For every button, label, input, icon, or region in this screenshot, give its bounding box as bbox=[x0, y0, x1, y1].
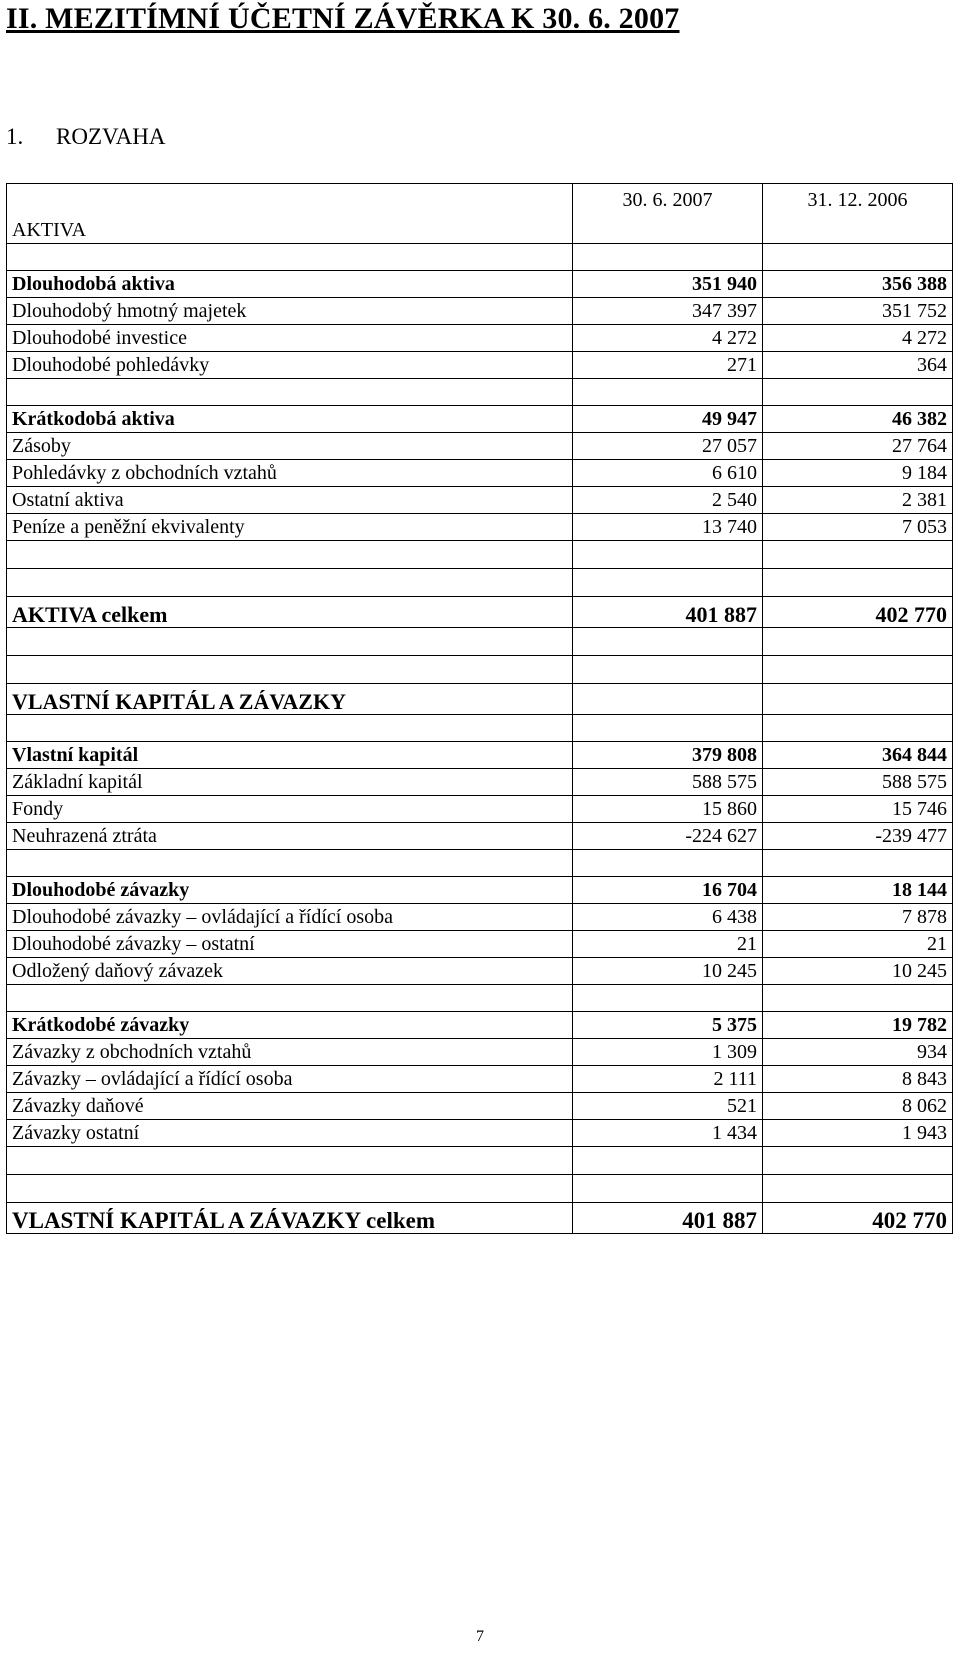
row-label bbox=[7, 1147, 573, 1175]
row-value-prior: 1 943 bbox=[763, 1120, 953, 1147]
table-row bbox=[7, 1203, 953, 1234]
section-title: ROZVAHA bbox=[56, 124, 166, 149]
row-label bbox=[7, 850, 573, 877]
page-number: 7 bbox=[476, 1628, 484, 1645]
row-value-current: 10 245 bbox=[573, 958, 763, 985]
row-value-prior: 10 245 bbox=[763, 958, 953, 985]
table-row bbox=[7, 823, 953, 850]
row-label: Pohledávky z obchodních vztahů bbox=[7, 460, 573, 487]
row-value-prior: 402 770 bbox=[763, 597, 953, 628]
row-label: Peníze a peněžní ekvivalenty bbox=[7, 514, 573, 541]
table-row bbox=[7, 904, 953, 931]
row-value-current: 347 397 bbox=[573, 298, 763, 325]
table-row bbox=[7, 325, 953, 352]
table-row-blank bbox=[7, 244, 953, 271]
table-row bbox=[7, 352, 953, 379]
row-value-current: 15 860 bbox=[573, 796, 763, 823]
row-label: Závazky – ovládající a řídící osoba bbox=[7, 1066, 573, 1093]
table-row bbox=[7, 1012, 953, 1039]
row-value-current: 4 272 bbox=[573, 325, 763, 352]
row-label: VLASTNÍ KAPITÁL A ZÁVAZKY bbox=[7, 684, 573, 715]
table-row-blank bbox=[7, 850, 953, 877]
table-row bbox=[7, 406, 953, 433]
table-row bbox=[7, 433, 953, 460]
row-value-prior: 356 388 bbox=[763, 271, 953, 298]
row-label: Základní kapitál bbox=[7, 769, 573, 796]
document-title: II. MEZITÍMNÍ ÚČETNÍ ZÁVĚRKA K 30. 6. 2007 bbox=[6, 2, 680, 35]
table-row bbox=[7, 742, 953, 769]
row-value-prior bbox=[763, 244, 953, 271]
row-label: Fondy bbox=[7, 796, 573, 823]
table-row-blank bbox=[7, 541, 953, 569]
table-row bbox=[7, 1120, 953, 1147]
header-col-current: 30. 6. 2007 bbox=[573, 184, 763, 244]
row-value-prior: 7 878 bbox=[763, 904, 953, 931]
row-value-current: 13 740 bbox=[573, 514, 763, 541]
row-label: Dlouhodobé závazky – ovládající a řídící osoba bbox=[7, 904, 573, 931]
balance-sheet-table bbox=[6, 183, 953, 1234]
table-row-blank bbox=[7, 1147, 953, 1175]
table-row-blank bbox=[7, 656, 953, 684]
row-value-current bbox=[573, 379, 763, 406]
row-value-current: 588 575 bbox=[573, 769, 763, 796]
row-value-current: 401 887 bbox=[573, 1203, 763, 1234]
table-row-blank bbox=[7, 1175, 953, 1203]
table-row bbox=[7, 1039, 953, 1066]
row-label: Zásoby bbox=[7, 433, 573, 460]
row-value-prior: 27 764 bbox=[763, 433, 953, 460]
row-value-prior: 18 144 bbox=[763, 877, 953, 904]
table-row bbox=[7, 684, 953, 715]
table-row bbox=[7, 298, 953, 325]
table-row bbox=[7, 487, 953, 514]
row-value-prior bbox=[763, 569, 953, 597]
row-value-prior: 19 782 bbox=[763, 1012, 953, 1039]
row-value-current: 6 610 bbox=[573, 460, 763, 487]
row-value-current bbox=[573, 656, 763, 684]
row-value-prior: 364 844 bbox=[763, 742, 953, 769]
row-value-current: 379 808 bbox=[573, 742, 763, 769]
table-row bbox=[7, 597, 953, 628]
row-value-current: 5 375 bbox=[573, 1012, 763, 1039]
row-value-current bbox=[573, 541, 763, 569]
row-label: Krátkodobá aktiva bbox=[7, 406, 573, 433]
row-value-prior: 588 575 bbox=[763, 769, 953, 796]
table-row bbox=[7, 1093, 953, 1120]
table-row bbox=[7, 1066, 953, 1093]
row-label bbox=[7, 656, 573, 684]
row-label bbox=[7, 628, 573, 656]
row-label: Závazky daňové bbox=[7, 1093, 573, 1120]
row-value-current bbox=[573, 715, 763, 742]
row-value-current: 6 438 bbox=[573, 904, 763, 931]
row-label bbox=[7, 1175, 573, 1203]
table-row bbox=[7, 931, 953, 958]
row-value-current bbox=[573, 684, 763, 715]
row-label bbox=[7, 985, 573, 1012]
row-value-prior bbox=[763, 628, 953, 656]
row-label: Krátkodobé závazky bbox=[7, 1012, 573, 1039]
table-row bbox=[7, 460, 953, 487]
row-value-current bbox=[573, 244, 763, 271]
section-heading bbox=[6, 124, 165, 150]
row-label: Závazky z obchodních vztahů bbox=[7, 1039, 573, 1066]
row-label bbox=[7, 244, 573, 271]
row-label: VLASTNÍ KAPITÁL A ZÁVAZKY celkem bbox=[7, 1203, 573, 1234]
table-row bbox=[7, 514, 953, 541]
table-row bbox=[7, 958, 953, 985]
row-label: Odložený daňový závazek bbox=[7, 958, 573, 985]
row-value-prior: 9 184 bbox=[763, 460, 953, 487]
row-label: Závazky ostatní bbox=[7, 1120, 573, 1147]
row-value-prior: 15 746 bbox=[763, 796, 953, 823]
row-value-prior: 8 062 bbox=[763, 1093, 953, 1120]
row-value-prior: 2 381 bbox=[763, 487, 953, 514]
row-label: Dlouhodobé investice bbox=[7, 325, 573, 352]
row-value-current: 401 887 bbox=[573, 597, 763, 628]
row-value-prior: 46 382 bbox=[763, 406, 953, 433]
table-row-blank bbox=[7, 985, 953, 1012]
row-value-prior bbox=[763, 684, 953, 715]
row-value-current: 1 434 bbox=[573, 1120, 763, 1147]
row-value-prior: 21 bbox=[763, 931, 953, 958]
row-value-prior bbox=[763, 985, 953, 1012]
row-value-current: 49 947 bbox=[573, 406, 763, 433]
row-value-prior: 4 272 bbox=[763, 325, 953, 352]
section-number: 1. bbox=[6, 124, 24, 149]
row-value-prior: 8 843 bbox=[763, 1066, 953, 1093]
row-value-current bbox=[573, 1175, 763, 1203]
header-col-prior: 31. 12. 2006 bbox=[763, 184, 953, 244]
row-label: Neuhrazená ztráta bbox=[7, 823, 573, 850]
row-value-current: 2 111 bbox=[573, 1066, 763, 1093]
row-value-prior bbox=[763, 1147, 953, 1175]
row-label bbox=[7, 379, 573, 406]
row-value-current: 271 bbox=[573, 352, 763, 379]
table-row-blank bbox=[7, 379, 953, 406]
table-row bbox=[7, 271, 953, 298]
row-value-prior bbox=[763, 1175, 953, 1203]
row-label: AKTIVA celkem bbox=[7, 597, 573, 628]
row-label bbox=[7, 541, 573, 569]
row-value-prior: 351 752 bbox=[763, 298, 953, 325]
row-label bbox=[7, 569, 573, 597]
table-row bbox=[7, 796, 953, 823]
header-label: AKTIVA bbox=[7, 184, 573, 244]
row-label bbox=[7, 715, 573, 742]
row-value-prior bbox=[763, 541, 953, 569]
table-header-row bbox=[7, 184, 953, 244]
row-value-current: 16 704 bbox=[573, 877, 763, 904]
row-label: Dlouhodobý hmotný majetek bbox=[7, 298, 573, 325]
row-label: Dlouhodobé závazky – ostatní bbox=[7, 931, 573, 958]
table-row-blank bbox=[7, 628, 953, 656]
row-value-current: 2 540 bbox=[573, 487, 763, 514]
row-value-prior bbox=[763, 379, 953, 406]
row-value-current bbox=[573, 628, 763, 656]
row-value-prior: 7 053 bbox=[763, 514, 953, 541]
row-value-prior: -239 477 bbox=[763, 823, 953, 850]
row-value-current bbox=[573, 985, 763, 1012]
row-value-prior bbox=[763, 850, 953, 877]
row-value-current bbox=[573, 569, 763, 597]
row-value-prior: 402 770 bbox=[763, 1203, 953, 1234]
row-value-current bbox=[573, 1147, 763, 1175]
row-value-current: 1 309 bbox=[573, 1039, 763, 1066]
row-value-prior bbox=[763, 656, 953, 684]
row-label: Dlouhodobé pohledávky bbox=[7, 352, 573, 379]
row-value-prior: 934 bbox=[763, 1039, 953, 1066]
row-label: Ostatní aktiva bbox=[7, 487, 573, 514]
row-value-current: 27 057 bbox=[573, 433, 763, 460]
row-value-current: 21 bbox=[573, 931, 763, 958]
table-row bbox=[7, 769, 953, 796]
table-row-blank bbox=[7, 715, 953, 742]
table-row-blank bbox=[7, 569, 953, 597]
row-value-prior: 364 bbox=[763, 352, 953, 379]
row-value-current bbox=[573, 850, 763, 877]
row-value-prior bbox=[763, 715, 953, 742]
row-value-current: -224 627 bbox=[573, 823, 763, 850]
row-value-current: 521 bbox=[573, 1093, 763, 1120]
row-label: Dlouhodobé závazky bbox=[7, 877, 573, 904]
row-value-current: 351 940 bbox=[573, 271, 763, 298]
row-label: Vlastní kapitál bbox=[7, 742, 573, 769]
table-row bbox=[7, 877, 953, 904]
row-label: Dlouhodobá aktiva bbox=[7, 271, 573, 298]
